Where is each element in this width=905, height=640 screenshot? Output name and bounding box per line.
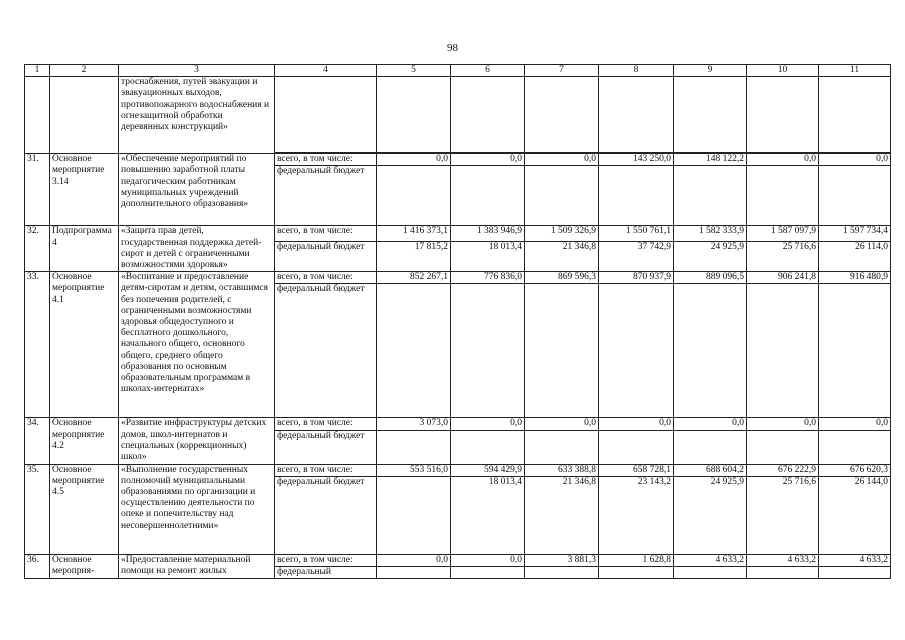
value-cell (599, 166, 674, 226)
value-cell (377, 430, 451, 464)
header-cell: 1 (25, 65, 50, 77)
value-cell: 869 596,3 (525, 272, 599, 284)
value-cell (451, 567, 525, 579)
funding-source: всего, в том числе: (275, 464, 377, 476)
value-cell (525, 166, 599, 226)
value-cell: 37 742,9 (599, 241, 674, 271)
header-cell: 11 (819, 65, 891, 77)
value-cell: 0,0 (599, 418, 674, 430)
value-cell: 21 346,8 (525, 476, 599, 554)
funding-source: федеральный (275, 567, 377, 579)
value-cell: 18 013,4 (451, 476, 525, 554)
funding-source: всего, в том числе: (275, 554, 377, 566)
value-cell (451, 77, 525, 153)
row-name: Подпрограмма 4 (50, 226, 119, 272)
row-number: 34. (25, 418, 50, 464)
funding-source: всего, в том числе: (275, 154, 377, 166)
funding-source: федеральный бюджет (275, 166, 377, 226)
header-cell: 5 (377, 65, 451, 77)
row-number: 36. (25, 554, 50, 578)
value-cell: 26 144,0 (819, 476, 891, 554)
value-cell: 17 815,2 (377, 241, 451, 271)
value-cell (674, 430, 747, 464)
value-cell: 1 416 373,1 (377, 226, 451, 241)
value-cell: 0,0 (747, 154, 819, 166)
value-cell (377, 284, 451, 418)
row-description: «Обеспечение мероприятий по повышению заработной платы педагогическим работникам муниципальных учреждений дополнительного образования» (119, 154, 275, 226)
table-row (25, 464, 891, 476)
value-cell (819, 166, 891, 226)
table-row (25, 77, 891, 153)
row-name: Основное мероприя- (50, 554, 119, 578)
value-cell: 4 633,2 (674, 554, 747, 566)
row-description: троснабжения, путей эвакуации и эвакуационных выходов, противопожарного водоснабжения и огнезащитной обработки деревянных конструкций» (119, 77, 275, 154)
value-cell (747, 430, 819, 464)
value-cell (819, 284, 891, 418)
value-cell: 906 241,8 (747, 272, 819, 284)
header-row (25, 65, 891, 77)
value-cell: 870 937,9 (599, 272, 674, 284)
value-cell: 148 122,2 (674, 154, 747, 166)
value-cell: 0,0 (525, 418, 599, 430)
value-cell: 852 267,1 (377, 272, 451, 284)
row-number: 33. (25, 272, 50, 418)
value-cell (451, 430, 525, 464)
value-cell (599, 77, 674, 153)
value-cell: 1 582 333,9 (674, 226, 747, 241)
table-row (25, 272, 891, 284)
value-cell: 676 620,3 (819, 464, 891, 476)
value-cell (377, 166, 451, 226)
value-cell: 25 716,6 (747, 476, 819, 554)
value-cell (451, 166, 525, 226)
value-cell: 1 550 761,1 (599, 226, 674, 241)
table-row (25, 226, 891, 241)
value-cell (525, 77, 599, 153)
value-cell: 1 383 946,9 (451, 226, 525, 241)
value-cell (747, 77, 819, 153)
value-cell: 688 604,2 (674, 464, 747, 476)
table-row (25, 418, 891, 430)
row-number (25, 77, 50, 154)
value-cell (747, 567, 819, 579)
value-cell: 3 073,0 (377, 418, 451, 430)
funding-source: всего, в том числе: (275, 418, 377, 430)
row-description: «Воспитание и предоставление детям-сиротам и детям, оставшимся без попечения родителей, с ограниченными возможностями здоровья общедоступного и бесплатного дошкольного, начального общего, основного общего, среднего общего образования по основным образовательным программам в школах-интернатах» (119, 272, 275, 418)
header-cell: 8 (599, 65, 674, 77)
budget-table (24, 64, 891, 579)
funding-source: федеральный бюджет (275, 284, 377, 418)
funding-source (275, 77, 377, 153)
value-cell: 1 587 097,9 (747, 226, 819, 241)
header-cell: 10 (747, 65, 819, 77)
value-cell: 1 597 734,4 (819, 226, 891, 241)
value-cell: 0,0 (451, 554, 525, 566)
row-number: 31. (25, 154, 50, 226)
header-cell: 3 (119, 65, 275, 77)
row-description: «Выполнение государственных полномочий муниципальными образованиями по организации и осуществлению деятельности по опеке и попечительству над несовершеннолетними» (119, 464, 275, 554)
value-cell (747, 284, 819, 418)
value-cell: 4 633,2 (747, 554, 819, 566)
value-cell: 658 728,1 (599, 464, 674, 476)
header-cell: 6 (451, 65, 525, 77)
value-cell (674, 284, 747, 418)
row-name: Основное мероприятие 4.2 (50, 418, 119, 464)
value-cell: 24 925,9 (674, 241, 747, 271)
value-cell: 0,0 (525, 154, 599, 166)
value-cell (819, 77, 891, 153)
value-cell (525, 430, 599, 464)
value-cell: 21 346,8 (525, 241, 599, 271)
value-cell: 0,0 (377, 554, 451, 566)
value-cell: 0,0 (674, 418, 747, 430)
row-number: 32. (25, 226, 50, 272)
value-cell (525, 567, 599, 579)
value-cell: 1 628,8 (599, 554, 674, 566)
row-number: 35. (25, 464, 50, 554)
value-cell (451, 284, 525, 418)
value-cell: 0,0 (819, 418, 891, 430)
value-cell (599, 567, 674, 579)
table-row (25, 154, 891, 166)
value-cell: 23 143,2 (599, 476, 674, 554)
header-cell: 9 (674, 65, 747, 77)
value-cell (377, 476, 451, 554)
header-cell: 7 (525, 65, 599, 77)
value-cell: 24 925,9 (674, 476, 747, 554)
header-cell: 2 (50, 65, 119, 77)
header-cell: 4 (275, 65, 377, 77)
table-row (25, 554, 891, 566)
value-cell (599, 284, 674, 418)
funding-source: всего, в том числе: (275, 226, 377, 241)
value-cell (377, 567, 451, 579)
value-cell: 0,0 (451, 154, 525, 166)
value-cell: 143 250,0 (599, 154, 674, 166)
funding-source: федеральный бюджет (275, 241, 377, 271)
funding-source: федеральный бюджет (275, 430, 377, 464)
value-cell (747, 166, 819, 226)
value-cell (599, 430, 674, 464)
row-name: Основное мероприятие 4.1 (50, 272, 119, 418)
value-cell (819, 430, 891, 464)
funding-source: всего, в том числе: (275, 272, 377, 284)
value-cell (377, 77, 451, 153)
value-cell: 676 222,9 (747, 464, 819, 476)
page-number: 98 (447, 42, 458, 54)
row-description: «Развитие инфраструктуры детских домов, школ-интернатов и специальных (коррекционных) школ» (119, 418, 275, 464)
row-description: «Защита прав детей, государственная поддержка детей-сирот и детей с ограниченными возможностями здоровья» (119, 226, 275, 272)
value-cell: 1 509 326,9 (525, 226, 599, 241)
value-cell (525, 284, 599, 418)
value-cell: 594 429,9 (451, 464, 525, 476)
row-name (50, 77, 119, 154)
row-description: «Предоставление материальной помощи на ремонт жилых (119, 554, 275, 578)
funding-source: федеральный бюджет (275, 476, 377, 554)
value-cell (674, 77, 747, 153)
value-cell: 0,0 (451, 418, 525, 430)
value-cell: 26 114,0 (819, 241, 891, 271)
value-cell (819, 567, 891, 579)
value-cell (674, 166, 747, 226)
value-cell: 25 716,6 (747, 241, 819, 271)
value-cell: 18 013,4 (451, 241, 525, 271)
value-cell: 0,0 (819, 154, 891, 166)
value-cell: 916 480,9 (819, 272, 891, 284)
row-name: Основное мероприятие 3.14 (50, 154, 119, 226)
value-cell (674, 567, 747, 579)
row-name: Основное мероприятие 4.5 (50, 464, 119, 554)
value-cell: 0,0 (747, 418, 819, 430)
value-cell: 633 388,8 (525, 464, 599, 476)
value-cell: 3 881,3 (525, 554, 599, 566)
value-cell: 0,0 (377, 154, 451, 166)
value-cell: 889 096,5 (674, 272, 747, 284)
value-cell: 776 836,0 (451, 272, 525, 284)
value-cell: 553 516,0 (377, 464, 451, 476)
value-cell: 4 633,2 (819, 554, 891, 566)
